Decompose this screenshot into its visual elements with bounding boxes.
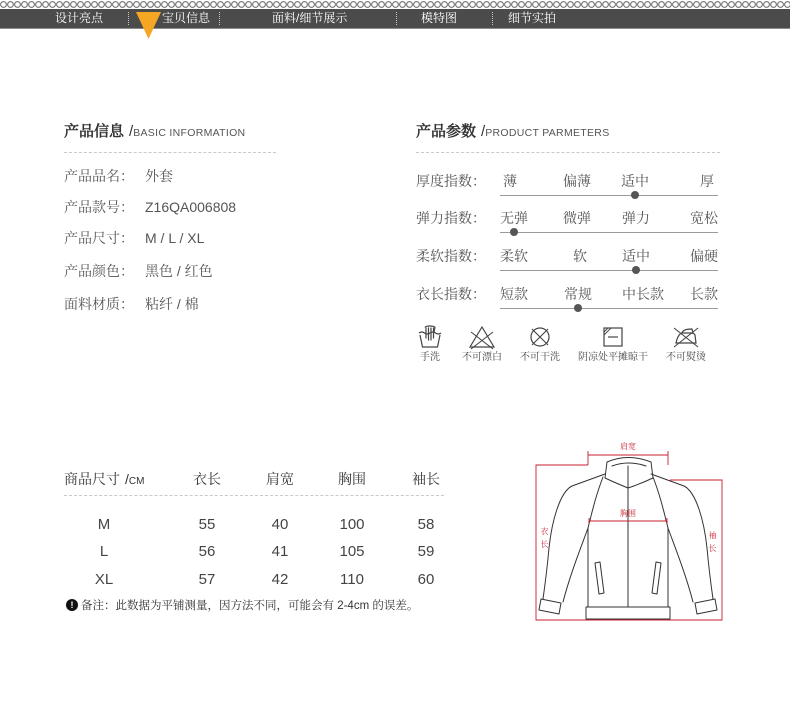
params-title-en: PRODUCT PARMETERS <box>485 127 610 139</box>
value-cell: 41 <box>271 543 289 560</box>
nav-item-model-photos[interactable]: 模特图 <box>421 11 458 25</box>
param-label: 柔软指数： <box>416 248 486 264</box>
column-header-sleeve: 袖长 <box>412 471 440 487</box>
no-dry-clean-icon <box>500 324 580 350</box>
params-title <box>416 122 610 142</box>
no-iron-icon <box>646 324 726 350</box>
care-label: 不可干洗 <box>520 352 560 363</box>
value-cell: 60 <box>417 571 435 588</box>
column-header-chest: 胸围 <box>338 471 366 487</box>
param-scale-line <box>500 232 718 233</box>
info-value: M / L / XL <box>145 230 205 246</box>
param-label: 衣长指数： <box>416 286 486 302</box>
selected-level-marker <box>574 304 582 312</box>
param-option: 适中 <box>621 173 649 189</box>
params-title-cn: 产品参数 <box>416 123 477 140</box>
param-option: 常规 <box>564 286 592 302</box>
care-label: 不可熨烫 <box>666 352 706 363</box>
param-option: 宽松 <box>690 210 718 226</box>
info-row-sizes <box>64 229 204 247</box>
info-label: 产品尺寸： <box>64 230 134 246</box>
size-cell: XL <box>94 571 114 588</box>
info-value: Z16QA006808 <box>145 199 237 215</box>
value-cell: 42 <box>271 571 289 588</box>
param-option: 微弹 <box>563 210 591 226</box>
value-cell: 40 <box>271 516 289 533</box>
size-table-title <box>64 470 144 488</box>
care-label: 阴凉处平摊晾干 <box>578 352 648 363</box>
size-table-unit: CM <box>128 476 145 487</box>
basic-info-divider <box>64 152 276 153</box>
basic-info-title-en: BASIC INFORMATION <box>133 127 246 139</box>
param-scale-line <box>500 270 718 271</box>
nav-separator <box>396 12 397 25</box>
measurement-note <box>66 598 418 614</box>
info-row-material <box>64 295 199 313</box>
value-cell: 110 <box>340 571 364 588</box>
care-item-dry-flat-in-shade <box>573 324 653 364</box>
info-label: 产品颜色： <box>64 263 134 279</box>
param-option: 软 <box>573 248 587 264</box>
nav-item-fabric-details[interactable]: 面料/细节展示 <box>272 11 348 25</box>
param-scale-line <box>500 195 718 196</box>
size-cell: M <box>97 516 111 533</box>
table-row <box>0 543 470 561</box>
title-separator: / <box>481 123 486 140</box>
param-option: 厚 <box>700 173 714 189</box>
info-label: 产品品名： <box>64 168 134 184</box>
param-row-length <box>416 285 726 313</box>
info-value: 黑色 / 红色 <box>145 263 213 279</box>
value-cell: 55 <box>198 516 216 533</box>
warning-icon: ! <box>66 599 78 611</box>
info-row-model-number <box>64 198 236 216</box>
param-option: 薄 <box>503 173 517 189</box>
note-text: 备注：此数据为平铺测量，因方法不同，可能会有 2-4cm 的误差。 <box>81 600 419 612</box>
measurement-lines <box>536 451 722 620</box>
nav-separator <box>219 12 220 25</box>
jacket-sketch <box>539 458 717 620</box>
info-row-colors <box>64 262 213 280</box>
nav-separator <box>128 12 129 25</box>
value-cell: 105 <box>339 543 365 560</box>
chest-width-label: 胸围 <box>620 509 636 518</box>
basic-info-title <box>64 122 245 142</box>
shoulder-width-label: 肩宽 <box>620 442 636 451</box>
table-row <box>0 571 470 589</box>
info-value: 粘纤 / 棉 <box>145 296 199 312</box>
care-item-no-iron <box>646 324 726 364</box>
care-label: 手洗 <box>420 352 440 363</box>
param-row-softness <box>416 247 726 275</box>
param-option: 弹力 <box>622 210 650 226</box>
value-cell: 59 <box>417 543 435 560</box>
params-divider <box>416 152 720 153</box>
nav-item-product-info[interactable]: 宝贝信息 <box>162 11 211 25</box>
column-header-length: 衣长 <box>193 471 221 487</box>
param-option: 短款 <box>500 286 528 302</box>
nav-item-design-highlights[interactable]: 设计亮点 <box>55 11 104 25</box>
column-header-shoulder: 肩宽 <box>266 471 294 487</box>
dry-flat-in-shade-icon <box>573 324 653 350</box>
body-length-label: 衣长 <box>540 527 549 553</box>
section-nav <box>0 9 790 29</box>
size-table-divider <box>64 495 444 496</box>
value-cell: 58 <box>417 516 435 533</box>
title-separator: / <box>129 123 134 140</box>
care-item-no-dry-clean <box>500 324 580 364</box>
nav-separator <box>492 12 493 25</box>
param-row-thickness <box>416 172 726 200</box>
param-option: 柔软 <box>500 248 528 264</box>
nav-item-detail-photos[interactable]: 细节实拍 <box>508 11 557 25</box>
param-option: 长款 <box>690 286 718 302</box>
param-option: 中长款 <box>622 286 664 302</box>
value-cell: 56 <box>198 543 216 560</box>
param-label: 厚度指数： <box>416 173 486 189</box>
active-tab-pointer-icon <box>136 12 161 39</box>
info-label: 产品款号： <box>64 199 134 215</box>
sleeve-length-label: 袖长 <box>708 531 717 557</box>
selected-level-marker <box>510 228 518 236</box>
info-row-product-name <box>64 167 173 185</box>
table-row <box>0 516 470 534</box>
param-label: 弹力指数： <box>416 210 486 226</box>
size-table-title-cn: 商品尺寸 <box>64 471 120 487</box>
param-option: 偏硬 <box>690 248 718 264</box>
param-row-elasticity <box>416 209 726 237</box>
title-separator: / <box>125 471 129 487</box>
info-value: 外套 <box>145 168 173 184</box>
care-label: 不可漂白 <box>462 352 502 363</box>
param-option: 适中 <box>622 248 650 264</box>
selected-level-marker <box>631 191 639 199</box>
param-option: 偏薄 <box>563 173 591 189</box>
nav-scallop-border <box>0 0 790 9</box>
param-option: 无弹 <box>500 210 528 226</box>
param-scale-line <box>500 308 718 309</box>
selected-level-marker <box>632 266 640 274</box>
size-cell: L <box>99 543 109 560</box>
info-label: 面料材质： <box>64 296 134 312</box>
basic-info-title-cn: 产品信息 <box>64 123 125 140</box>
value-cell: 100 <box>339 516 365 533</box>
value-cell: 57 <box>198 571 216 588</box>
